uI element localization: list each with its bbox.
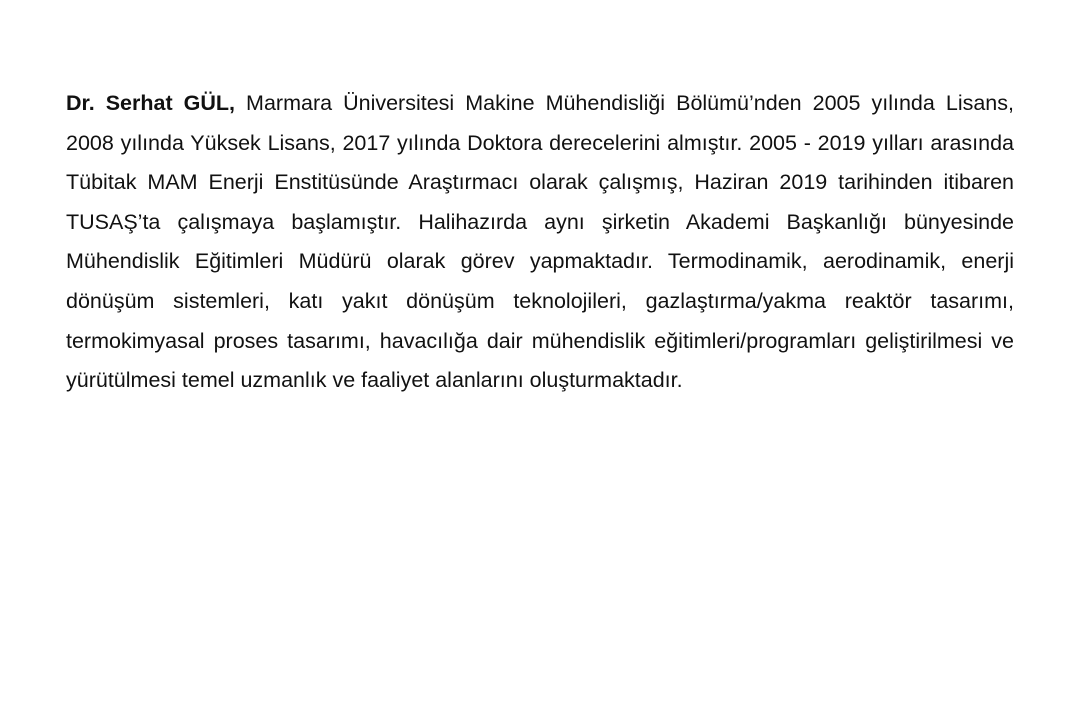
bio-name: Dr. Serhat GÜL,: [66, 91, 236, 115]
bio-paragraph: [66, 84, 1014, 401]
bio-text: Marmara Üniversitesi Makine Mühendisliği Bölümü’nden 2005 yılında Lisans, 2008 yılında Yüksek Lisans, 2017 yılında Doktora derecelerini almıştır. 2005 - 2019 yılları arasında Tübitak MAM Enerji Enstitüsünde Araştırmacı olarak çalışmış, Haziran 2019 tarihinden itibaren TUSAŞ’ta çalışmaya başlamıştır. Halihazırda aynı şirketin Akademi Başkanlığı bünyesinde Mühendislik Eğitimleri Müdürü olarak görev yapmaktadır. Termodinamik, aerodinamik, enerji dönüşüm sistemleri, katı yakıt dönüşüm teknolojileri, gazlaştırma/yakma reaktör tasarımı, termokimyasal proses tasarımı, havacılığa dair mühendislik eğitimleri/programları geliştirilmesi ve yürütülmesi temel uzmanlık ve faaliyet alanlarını oluşturmaktadır.: [66, 91, 1014, 393]
